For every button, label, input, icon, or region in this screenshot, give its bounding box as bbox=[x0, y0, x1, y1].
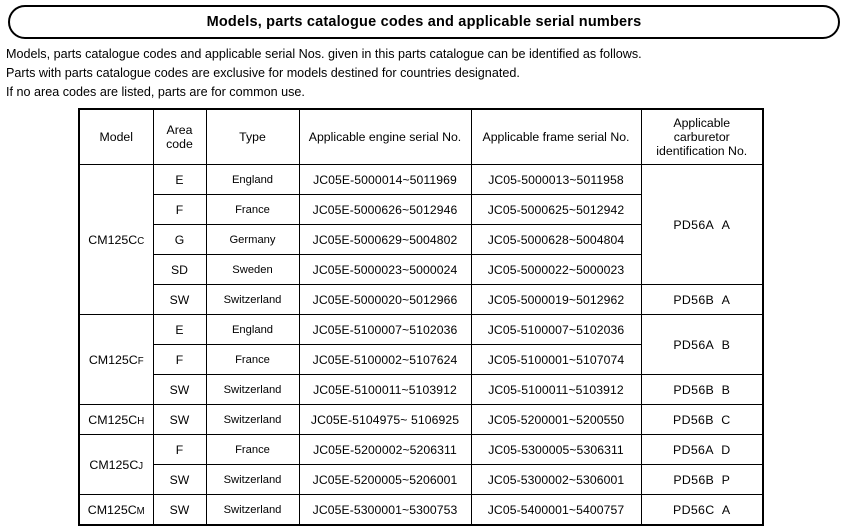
cell-type-country: Sweden bbox=[206, 255, 299, 285]
cell-area-code: SW bbox=[153, 405, 206, 435]
intro-line-1: Models, parts catalogue codes and applicable serial Nos. given in this parts catalogue can be identified as follows. bbox=[6, 47, 642, 61]
table-row bbox=[79, 405, 763, 435]
cell-engine-serial: JC05E-5000626~5012946 bbox=[299, 195, 471, 225]
cell-area-code: F bbox=[153, 345, 206, 375]
cell-engine-serial: JC05E-5100002~5107624 bbox=[299, 345, 471, 375]
cell-engine-serial: JC05E-5000014~5011969 bbox=[299, 165, 471, 195]
cell-area-code: E bbox=[153, 165, 206, 195]
cell-type-country: France bbox=[206, 345, 299, 375]
table-body bbox=[79, 165, 763, 526]
model-variant-suffix: C bbox=[137, 235, 145, 247]
column-header-frame-serial: Applicable frame serial No. bbox=[471, 109, 641, 165]
cell-type-country: Switzerland bbox=[206, 375, 299, 405]
model-base: CM125C bbox=[88, 352, 138, 367]
cell-frame-serial: JC05-5100011~5103912 bbox=[471, 375, 641, 405]
model-base: CM125C bbox=[88, 232, 138, 247]
cell-carburetor-id: PD56A A bbox=[641, 165, 763, 285]
model-base: CM125C bbox=[89, 457, 139, 472]
cell-type-country: Germany bbox=[206, 225, 299, 255]
carburetor-line-2: carburetor bbox=[673, 130, 730, 144]
model-variant-suffix: F bbox=[137, 355, 144, 367]
cell-frame-serial: JC05-5300005~5306311 bbox=[471, 435, 641, 465]
carburetor-line-1: Applicable bbox=[673, 116, 731, 130]
cell-engine-serial: JC05E-5200005~5206001 bbox=[299, 465, 471, 495]
area-code-line-1: Area bbox=[166, 123, 193, 137]
cell-frame-serial: JC05-5000019~5012962 bbox=[471, 285, 641, 315]
cell-type-country: Switzerland bbox=[206, 495, 299, 526]
cell-model bbox=[79, 165, 153, 315]
cell-engine-serial: JC05E-5000629~5004802 bbox=[299, 225, 471, 255]
cell-frame-serial: JC05-5300002~5306001 bbox=[471, 465, 641, 495]
models-serial-numbers-table bbox=[78, 108, 764, 526]
cell-engine-serial: JC05E-5100011~5103912 bbox=[299, 375, 471, 405]
page-title: Models, parts catalogue codes and applicable serial numbers bbox=[206, 14, 642, 30]
cell-engine-serial: JC05E-5104975~ 5106925 bbox=[299, 405, 471, 435]
area-code-line-2: code bbox=[166, 137, 193, 151]
table-row bbox=[79, 465, 763, 495]
cell-type-country: France bbox=[206, 435, 299, 465]
cell-area-code: SW bbox=[153, 375, 206, 405]
intro-line-2: Parts with parts catalogue codes are exclusive for models destined for countries designated. bbox=[6, 66, 520, 80]
header-row bbox=[79, 109, 763, 165]
carburetor-line-3: identification No. bbox=[656, 144, 748, 158]
title-banner bbox=[8, 5, 840, 39]
cell-area-code: F bbox=[153, 195, 206, 225]
cell-carburetor-id: PD56C A bbox=[641, 495, 763, 526]
cell-carburetor-id: PD56B P bbox=[641, 465, 763, 495]
column-header-engine-serial: Applicable engine serial No. bbox=[299, 109, 471, 165]
cell-engine-serial: JC05E-5200002~5206311 bbox=[299, 435, 471, 465]
cell-engine-serial: JC05E-5000020~5012966 bbox=[299, 285, 471, 315]
table-row bbox=[79, 495, 763, 526]
cell-model bbox=[79, 495, 153, 526]
cell-carburetor-id: PD56B B bbox=[641, 375, 763, 405]
cell-type-country: England bbox=[206, 315, 299, 345]
cell-area-code: SW bbox=[153, 495, 206, 526]
column-header-carburetor-id bbox=[641, 109, 763, 165]
cell-area-code: F bbox=[153, 435, 206, 465]
model-base: CM125C bbox=[87, 502, 137, 517]
cell-frame-serial: JC05-5200001~5200550 bbox=[471, 405, 641, 435]
cell-carburetor-id: PD56A B bbox=[641, 315, 763, 375]
cell-engine-serial: JC05E-5300001~5300753 bbox=[299, 495, 471, 526]
cell-engine-serial: JC05E-5000023~5000024 bbox=[299, 255, 471, 285]
model-variant-suffix: H bbox=[137, 415, 145, 427]
model-variant-suffix: M bbox=[136, 505, 145, 517]
column-header-area-code bbox=[153, 109, 206, 165]
cell-frame-serial: JC05-5000013~5011958 bbox=[471, 165, 641, 195]
intro-paragraph bbox=[6, 45, 836, 102]
cell-engine-serial: JC05E-5100007~5102036 bbox=[299, 315, 471, 345]
table-row bbox=[79, 165, 763, 195]
table-header bbox=[79, 109, 763, 165]
cell-area-code: E bbox=[153, 315, 206, 345]
cell-type-country: Switzerland bbox=[206, 465, 299, 495]
cell-area-code: SW bbox=[153, 465, 206, 495]
cell-type-country: Switzerland bbox=[206, 405, 299, 435]
cell-model bbox=[79, 315, 153, 405]
cell-frame-serial: JC05-5000628~5004804 bbox=[471, 225, 641, 255]
cell-frame-serial: JC05-5000022~5000023 bbox=[471, 255, 641, 285]
cell-model bbox=[79, 405, 153, 435]
model-variant-suffix: J bbox=[138, 460, 144, 472]
table-row bbox=[79, 435, 763, 465]
cell-type-country: England bbox=[206, 165, 299, 195]
column-header-type: Type bbox=[206, 109, 299, 165]
cell-area-code: G bbox=[153, 225, 206, 255]
cell-type-country: Switzerland bbox=[206, 285, 299, 315]
column-header-model: Model bbox=[79, 109, 153, 165]
cell-carburetor-id: PD56B A bbox=[641, 285, 763, 315]
model-base: CM125C bbox=[88, 412, 138, 427]
intro-line-3: If no area codes are listed, parts are for common use. bbox=[6, 85, 305, 99]
cell-type-country: France bbox=[206, 195, 299, 225]
cell-area-code: SW bbox=[153, 285, 206, 315]
cell-carburetor-id: PD56B C bbox=[641, 405, 763, 435]
table-row bbox=[79, 315, 763, 345]
cell-area-code: SD bbox=[153, 255, 206, 285]
cell-frame-serial: JC05-5100007~5102036 bbox=[471, 315, 641, 345]
cell-frame-serial: JC05-5000625~5012942 bbox=[471, 195, 641, 225]
cell-frame-serial: JC05-5400001~5400757 bbox=[471, 495, 641, 526]
cell-carburetor-id: PD56A D bbox=[641, 435, 763, 465]
table-row bbox=[79, 285, 763, 315]
table-row bbox=[79, 375, 763, 405]
cell-frame-serial: JC05-5100001~5107074 bbox=[471, 345, 641, 375]
